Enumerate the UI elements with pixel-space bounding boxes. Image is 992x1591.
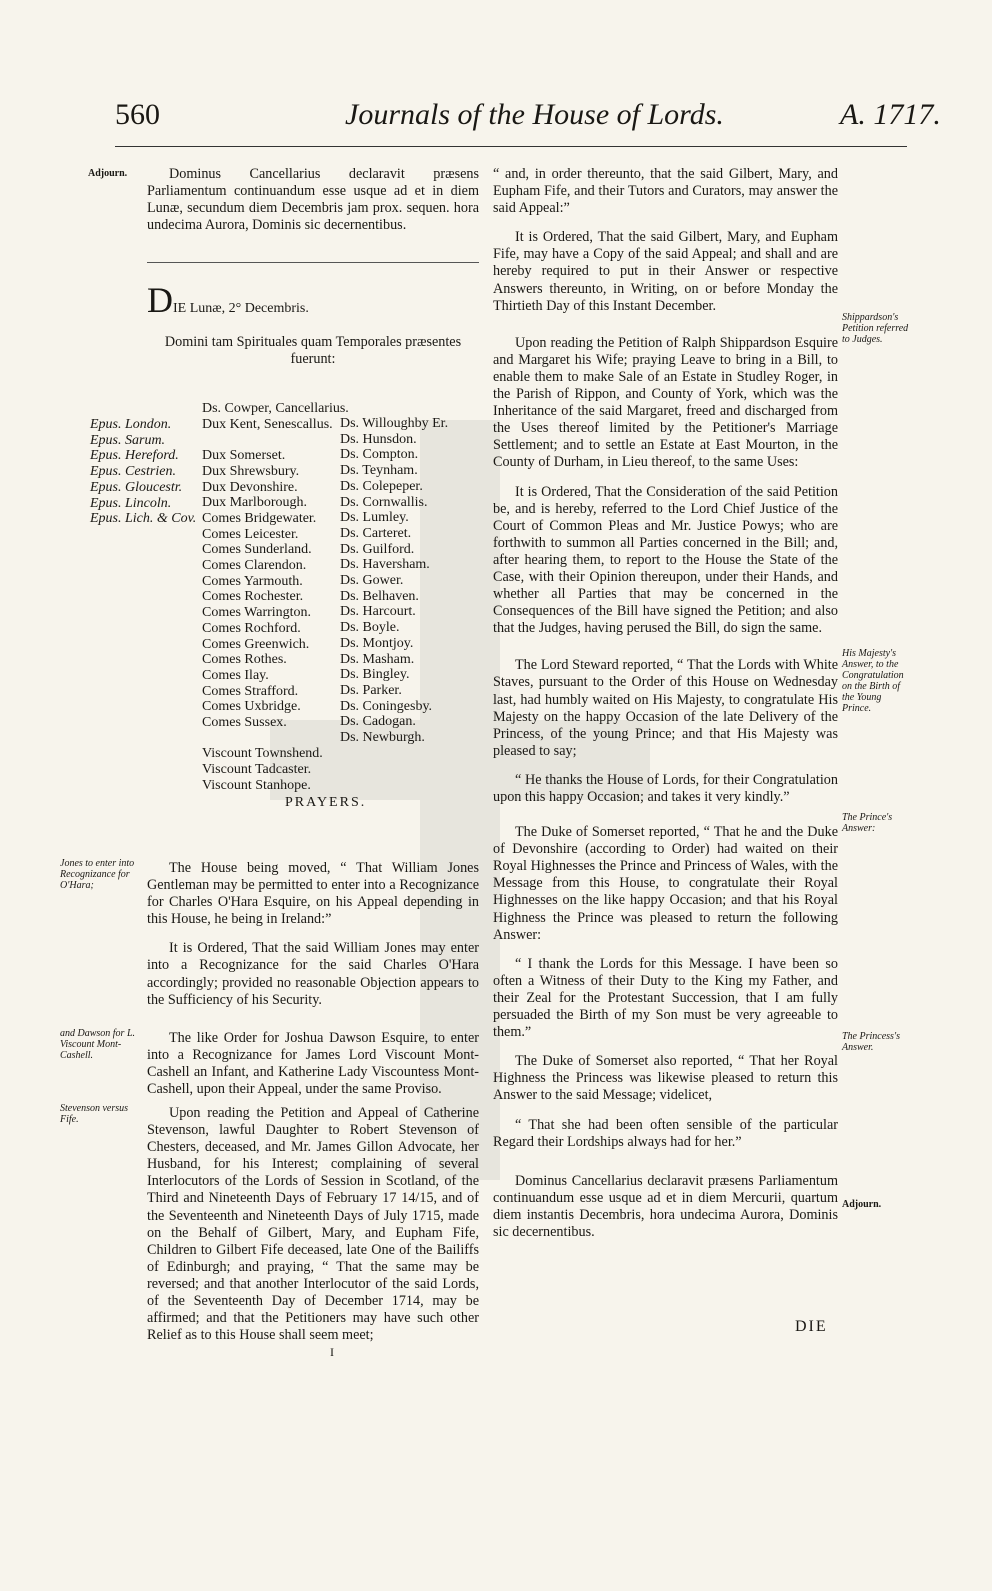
lord-entry: Comes Yarmouth. (202, 573, 303, 589)
lord-entry: Viscount Tadcaster. (202, 762, 312, 778)
lords-middle-list (202, 401, 349, 794)
jones-order: It is Ordered, That the said William Jones may enter into a Recognizance for the said Charles O'Hara accordingly; provided no reasonable Objection appears to the Sufficiency of his Security. (147, 940, 479, 1008)
lord-entry: Comes Greenwich. (202, 636, 310, 652)
somerset-also-report: The Duke of Somerset also reported, “ That her Royal Highness the Princess was likewise pleased to return this Answer to the said Message; videlicet, (493, 1053, 838, 1104)
lord-entry: Ds. Haversham. (340, 557, 430, 573)
signature-mark: I (330, 1345, 334, 1359)
lord-entry: Dux Somerset. (202, 448, 286, 464)
left-stevenson (147, 1105, 479, 1356)
lord-entry: Ds. Lumley. (340, 510, 409, 526)
prayers-heading: PRAYERS. (285, 795, 367, 810)
lord-entry: Ds. Colepeper. (340, 478, 423, 494)
lord-entry: Ds. Boyle. (340, 620, 400, 636)
present-heading: Domini tam Spirituales quam Temporales præsentes fuerunt: (164, 334, 462, 368)
lords-right-list (340, 416, 448, 746)
lord-entry: Ds. Hunsdon. (340, 431, 417, 447)
majesty-answer: “ He thanks the House of Lords, for their Congratulation upon this happy Occasion; and takes it very kindly.” (493, 771, 838, 805)
catchword: DIE (795, 1318, 828, 1335)
lord-entry: Comes Sunderland. (202, 542, 312, 558)
prince-answer: “ I thank the Lords for this Message. I have been so often a Witness of their Duty to the King my Father, and their Zeal for the Protestant Succession, that I am fully persuaded the Birth of my Son must be very agreeable to them.” (493, 955, 838, 1041)
lord-entry: Ds. Belhaven. (340, 588, 419, 604)
lord-entry: Ds. Montjoy. (340, 635, 414, 651)
adjourn-right-paragraph: Dominus Cancellarius declaravit præsens Parliamentum continuandum esse usque ad et in diem Mercurii, quartum diem instantis Decembris, hora undecima Aurora, Dominis sic decernentibus. (493, 1172, 838, 1240)
margin-shippardson: Shippardson's Petition referred to Judges. (842, 312, 909, 345)
lord-entry: Comes Warrington. (202, 605, 312, 621)
lord-entry (202, 432, 349, 448)
lord-entry: Ds. Newburgh. (340, 730, 425, 746)
lord-entry: Ds. Parker. (340, 682, 402, 698)
section-rule (147, 262, 479, 263)
lord-entry: Comes Clarendon. (202, 558, 307, 574)
bishop-entry: Epus. Lincoln. (90, 495, 172, 511)
lord-entry: Comes Rothes. (202, 652, 287, 668)
lord-entry: Ds. Coningesby. (340, 698, 433, 714)
lord-entry: Ds. Carteret. (340, 525, 412, 541)
lord-entry: Comes Leicester. (202, 526, 299, 542)
die-heading (147, 282, 309, 318)
lord-entry: Ds. Willoughby Er. (340, 416, 449, 431)
lord-entry: Ds. Teynham. (340, 463, 418, 479)
lord-entry: Comes Rochford. (202, 620, 301, 636)
lord-entry: Ds. Bingley. (340, 667, 410, 683)
appeal-continuation: “ and, in order thereunto, that the said Gilbert, Mary, and Eupham Fife, and their Tutors and Curators, may answer the said Appeal:” (493, 166, 838, 217)
shippardson-paragraph: Upon reading the Petition of Ralph Shippardson Esquire and Margaret his Wife; praying Leave to bring in a Bill, to enable them to make Sale of an Estate in Studley Roger, in the Parish of Rippon, and County of York, which was the Inheritance of the said Margaret, freed and discharged from the Uses thereof limited by the Petitioner's Marriage Settlement; and to settle an Estate at East Mourton, in the County of Durham, in Lieu thereof, to the same Uses: (493, 334, 838, 471)
margin-princess: The Princess's Answer. (842, 1031, 900, 1053)
left-jones (147, 860, 479, 1021)
lord-entry: Viscount Stanhope. (202, 777, 311, 793)
margin-adjourn-right: Adjourn. (842, 1199, 882, 1210)
lord-entry: Dux Kent, Senescallus. (202, 416, 333, 432)
lord-entry (202, 731, 349, 747)
adjourn-paragraph: Dominus Cancellarius declaravit præsens Parliamentum continuandum esse usque ad et in diem Lunæ, secundum diem Decembris jam prox. sequen. hora undecima Aurora, Dominis sic decernentibus. (147, 166, 479, 234)
lord-entry: Ds. Masham. (340, 651, 415, 667)
bishops-list (90, 417, 196, 527)
lord-entry: Ds. Cadogan. (340, 714, 416, 730)
margin-dawson: and Dawson for L. Viscount Mont-Cashell. (60, 1028, 136, 1061)
header-rule (115, 146, 907, 147)
lord-entry: Ds. Cowper, Cancellarius. (202, 401, 349, 416)
margin-prince: The Prince's Answer: (842, 812, 893, 834)
bishop-entry: Epus. Hereford. (90, 448, 179, 464)
left-dawson (147, 1030, 479, 1110)
die-date: IE Lunæ, 2° Decembris. (173, 301, 309, 316)
lord-entry: Ds. Guilford. (340, 541, 415, 557)
lord-entry: Comes Strafford. (202, 683, 299, 699)
lord-entry: Ds. Cornwallis. (340, 494, 428, 510)
lord-entry: Comes Sussex. (202, 715, 287, 731)
lord-entry: Ds. Harcourt. (340, 604, 416, 620)
lord-entry: Dux Devonshire. (202, 479, 298, 495)
lord-entry: Comes Ilay. (202, 667, 269, 683)
bishop-entry: Epus. Sarum. (90, 432, 166, 448)
bishop-entry: Epus. Lich. & Cov. (90, 511, 197, 527)
jones-paragraph: The House being moved, “ That William Jones Gentleman may be permitted to enter into a Recognizance for Charles O'Hara Esquire, on his Appeal depending in this House, he being in Ireland:” (147, 860, 479, 928)
margin-stevenson: Stevenson versus Fife. (60, 1103, 129, 1125)
margin-jones: Jones to enter into Recognizance for O'Hara; (60, 858, 135, 891)
steward-report: The Lord Steward reported, “ That the Lords with White Staves, pursuant to the Order of this House on Wednesday last, had humbly waited on His Majesty, to congratulate His Majesty on the happy Occasion of the late Delivery of the Princess, of the young Prince; and that His Majesty was pleased to say; (493, 657, 838, 759)
journal-year: A. 1717. (840, 98, 941, 131)
margin-adjourn-left: Adjourn. (88, 168, 128, 179)
lord-entry: Comes Rochester. (202, 589, 304, 605)
lord-entry: Viscount Townshend. (202, 746, 323, 762)
lord-entry: Dux Shrewsbury. (202, 463, 300, 479)
lord-entry: Comes Uxbridge. (202, 699, 301, 715)
shippardson-order: It is Ordered, That the Consideration of the said Petition be, and is hereby, referred to the Lord Chief Justice of the Court of Common Pleas and Mr. Justice Powys; who are forthwith to summon all Parties concerned in the Bill; and, after hearing them, to report to the House the State of the Case, with their Opinion thereupon, under their Hands, and whether all Parties that may be concerned in the Consequences of the Bill have signed the Petition; and also that the Judges, having perused the Bill, do sign the same. (493, 483, 838, 637)
lord-entry: Ds. Gower. (340, 573, 404, 589)
margin-majesty: His Majesty's Answer, to the Congratulation on the Birth of the Young Prince. (842, 648, 904, 714)
die-initial: D (147, 280, 173, 320)
lord-entry: Comes Bridgewater. (202, 510, 317, 526)
left-adjourn (147, 166, 479, 246)
lord-entry: Ds. Compton. (340, 447, 419, 463)
bishop-entry: Epus. London. (90, 417, 172, 432)
page-number: 560 (115, 98, 160, 131)
dawson-paragraph: The like Order for Joshua Dawson Esquire, to enter into a Recognizance for James Lord Viscount Mont-Cashell an Infant, and Katherine Lady Viscountess Mont-Cashell, upon their Appeal, under the same Proviso. (147, 1030, 479, 1098)
fife-order: It is Ordered, That the said Gilbert, Mary, and Eupham Fife, may have a Copy of the said Appeal; and shall and are hereby required to put in their Answer or respective Answers thereunto, in Writing, on or before Monday the Thirtieth Day of this Instant December. (493, 229, 838, 314)
bishop-entry: Epus. Gloucestr. (90, 479, 183, 495)
somerset-report: The Duke of Somerset reported, “ That he and the Duke of Devonshire (according to Order) had waited on their Royal Highnesses the Prince and Princess of Wales, with the Message from this House, to congratulate their Royal Highnesses on the like happy Occasion; and that his Royal Highness the Prince was pleased to return the following Answer: (493, 824, 838, 943)
lord-entry: Dux Marlborough. (202, 495, 307, 511)
stevenson-paragraph: Upon reading the Petition and Appeal of Catherine Stevenson, lawful Daughter to Robert Stevenson of Chesters, deceased, and Mr. James Gillon Advocate, her Husband, for his Interest; complaining of several Interlocutors of the Lords of Session in Scotland, of the Third and Nineteenth Days of February 17 14/15, and of the Seventeenth and Nineteenth Days of July 1715, made on the Behalf of Gilbert, Mary, and Eupham Fife, Children to Gilbert Fife deceased, late One of the Bailiffs of Edinburgh; and praying, “ That the same may be reversed; and that another Interlocutor of the said Lords, of the Seventeenth Day of December 1714, may be affirmed; and that the Petitioners may have such other Relief as to this House shall seem meet; (147, 1105, 479, 1344)
bishop-entry: Epus. Cestrien. (90, 464, 176, 480)
journal-title: Journals of the House of Lords. (345, 98, 724, 131)
right-column (493, 166, 838, 1253)
princess-answer: “ That she had been often sensible of the particular Regard their Lordships always had for her.” (493, 1116, 838, 1150)
